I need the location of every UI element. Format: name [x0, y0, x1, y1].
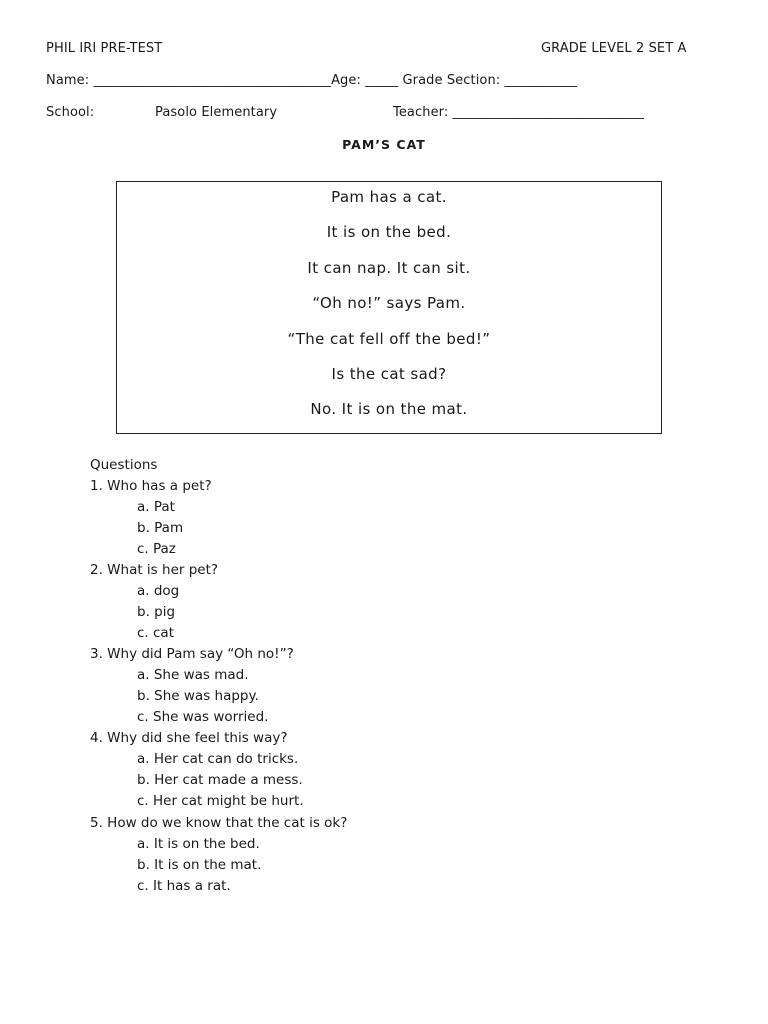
answer-option: c. cat — [137, 625, 174, 641]
teacher-line: Teacher: _____________________________ — [393, 105, 645, 120]
answer-option: b. It is on the mat. — [137, 857, 262, 873]
school-label: School: — [46, 105, 95, 120]
questions-heading: Questions — [90, 457, 158, 473]
name-age-section-line: Name: ____________________________________Age: _____ Grade Section: ___________ — [46, 73, 578, 88]
school-value: Pasolo Elementary — [155, 105, 278, 120]
answer-option: b. Her cat made a mess. — [137, 772, 303, 788]
answer-option: c. Her cat might be hurt. — [137, 793, 304, 809]
story-line: “The cat fell off the bed!” — [287, 330, 491, 348]
question-2: 2. What is her pet? — [90, 562, 219, 578]
answer-option: c. It has a rat. — [137, 878, 231, 894]
question-4: 4. Why did she feel this way? — [90, 730, 288, 746]
answer-option: a. Her cat can do tricks. — [137, 751, 299, 767]
story-line: It can nap. It can sit. — [307, 259, 471, 277]
answer-option: a. Pat — [137, 499, 175, 515]
test-title: PHIL IRI PRE-TEST — [46, 41, 163, 56]
answer-option: a. It is on the bed. — [137, 836, 260, 852]
answer-option: b. She was happy. — [137, 688, 259, 704]
story-line: “Oh no!” says Pam. — [312, 294, 466, 312]
story-line: Is the cat sad? — [331, 365, 447, 383]
question-1: 1. Who has a pet? — [90, 478, 212, 494]
answer-option: b. Pam — [137, 520, 184, 536]
question-3: 3. Why did Pam say “Oh no!”? — [90, 646, 294, 662]
answer-option: a. She was mad. — [137, 667, 249, 683]
story-title: PAM’S CAT — [342, 137, 426, 152]
question-5: 5. How do we know that the cat is ok? — [90, 815, 348, 831]
answer-option: a. dog — [137, 583, 180, 599]
grade-level-label: GRADE LEVEL 2 SET A — [541, 41, 687, 56]
story-line: No. It is on the mat. — [310, 400, 468, 418]
answer-option: c. She was worried. — [137, 709, 269, 725]
answer-option: c. Paz — [137, 541, 176, 557]
story-line: It is on the bed. — [326, 223, 452, 241]
answer-option: b. pig — [137, 604, 176, 620]
story-box — [116, 181, 662, 434]
story-line: Pam has a cat. — [331, 188, 447, 206]
